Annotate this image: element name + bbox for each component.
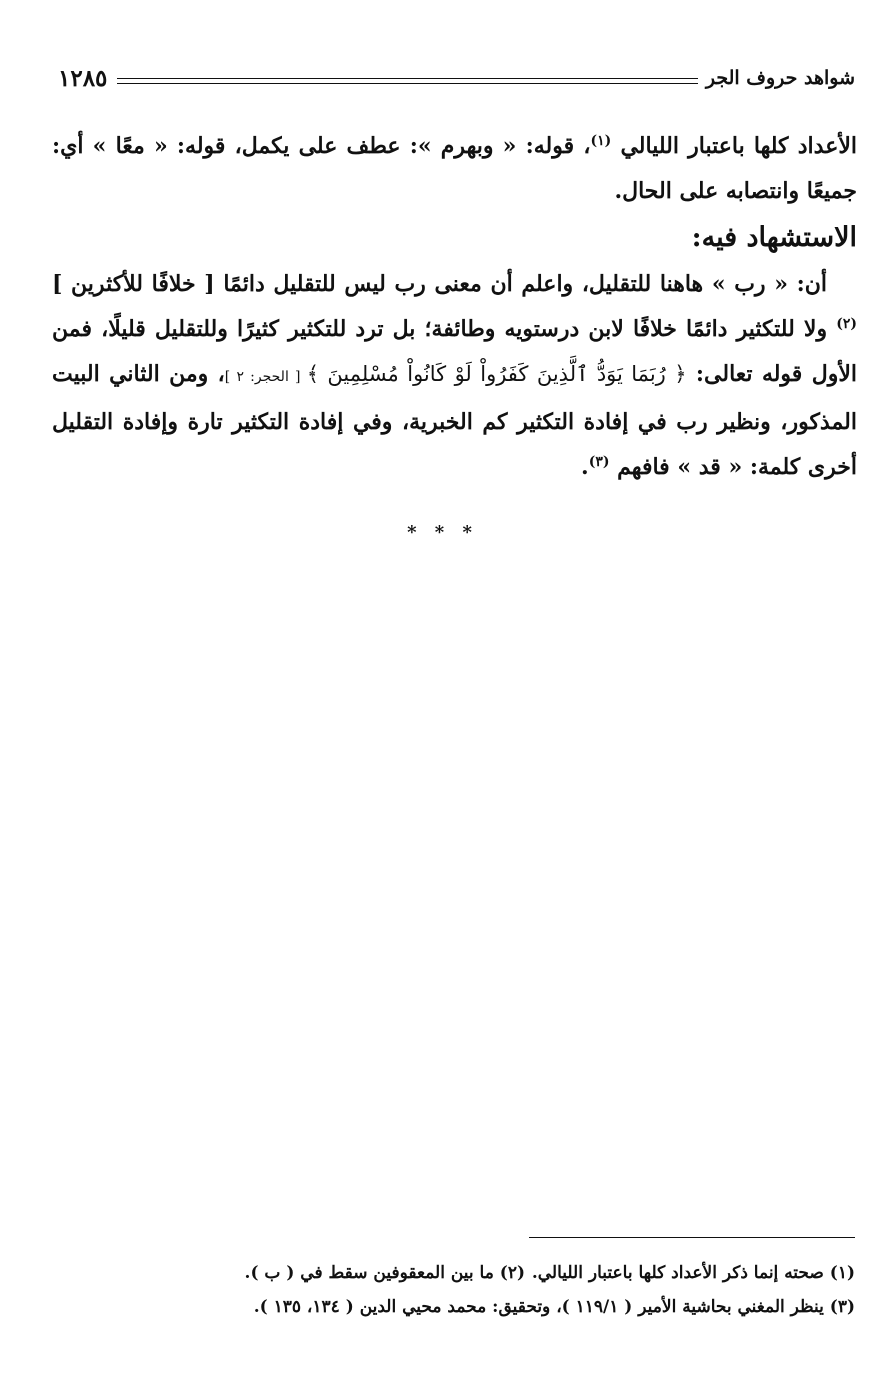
para1-text-a: الأعداد كلها باعتبار الليالي [611,133,857,159]
main-text [52,124,857,490]
footnote-2: (٢) ما بين المعقوفين سقط في ( ب ). [244,1263,525,1283]
quran-verse: ﴿ رُبَمَا يَوَدُّ ٱلَّذِينَ كَفَرُواْ لَوْ كَانُواْ مُسْلِمِينَ ﴾ [306,362,687,386]
footnote-row [40,1256,855,1290]
footnote-ref-3: (٣) [588,454,610,470]
paragraph-2 [52,262,857,490]
section-heading: الاستشهاد فيه: [691,222,857,253]
page-number: ١٢٨٥ [58,64,108,92]
para2-text-d: . [581,454,589,480]
footnote-ref-1: (١) [590,133,612,149]
verse-reference: [ الحجر: ٢ ] [224,369,307,385]
footnote-ref-2: (٢) [836,316,857,332]
header-rule [117,78,697,84]
footnote-rule [529,1237,855,1238]
paragraph-1 [52,124,857,214]
section-separator: * * * [407,522,478,543]
running-head [58,64,855,92]
para2-text-b: ولا للتكثير دائمًا خلافًا لابن درستويه وطائفة؛ بل ترد للتكثير كثيرًا وللتقليل قليلًا، فمن الأول قوله تعالى: [52,316,857,387]
footnote-1: (١) صحته إنما ذكر الأعداد كلها باعتبار الليالي. [531,1263,855,1283]
para2-text-a: أن: « رب » هاهنا للتقليل، واعلم أن معنى رب ليس للتقليل دائمًا [ خلافًا للأكثرين ] [52,271,827,297]
para1-text-b: ، قوله: « وبهرم »: عطف على يكمل، قوله: « معًا » أي: جميعًا وانتصابه على الحال. [52,133,857,204]
para2-text-c: ، ومن الثاني البيت المذكور، ونظير رب في إفادة التكثير كم الخبرية، وفي إفادة التكثير تارة وإفادة التقليل أخرى كلمة: « قد » فافهم [52,361,857,480]
footnotes [40,1256,855,1324]
footnote-3: (٣) ينظر المغني بحاشية الأمير ( ١١٩/١ )، وتحقيق: محمد محيي الدين ( ١٣٤، ١٣٥ ). [253,1297,855,1317]
running-title: شواهد حروف الجر [705,67,855,89]
